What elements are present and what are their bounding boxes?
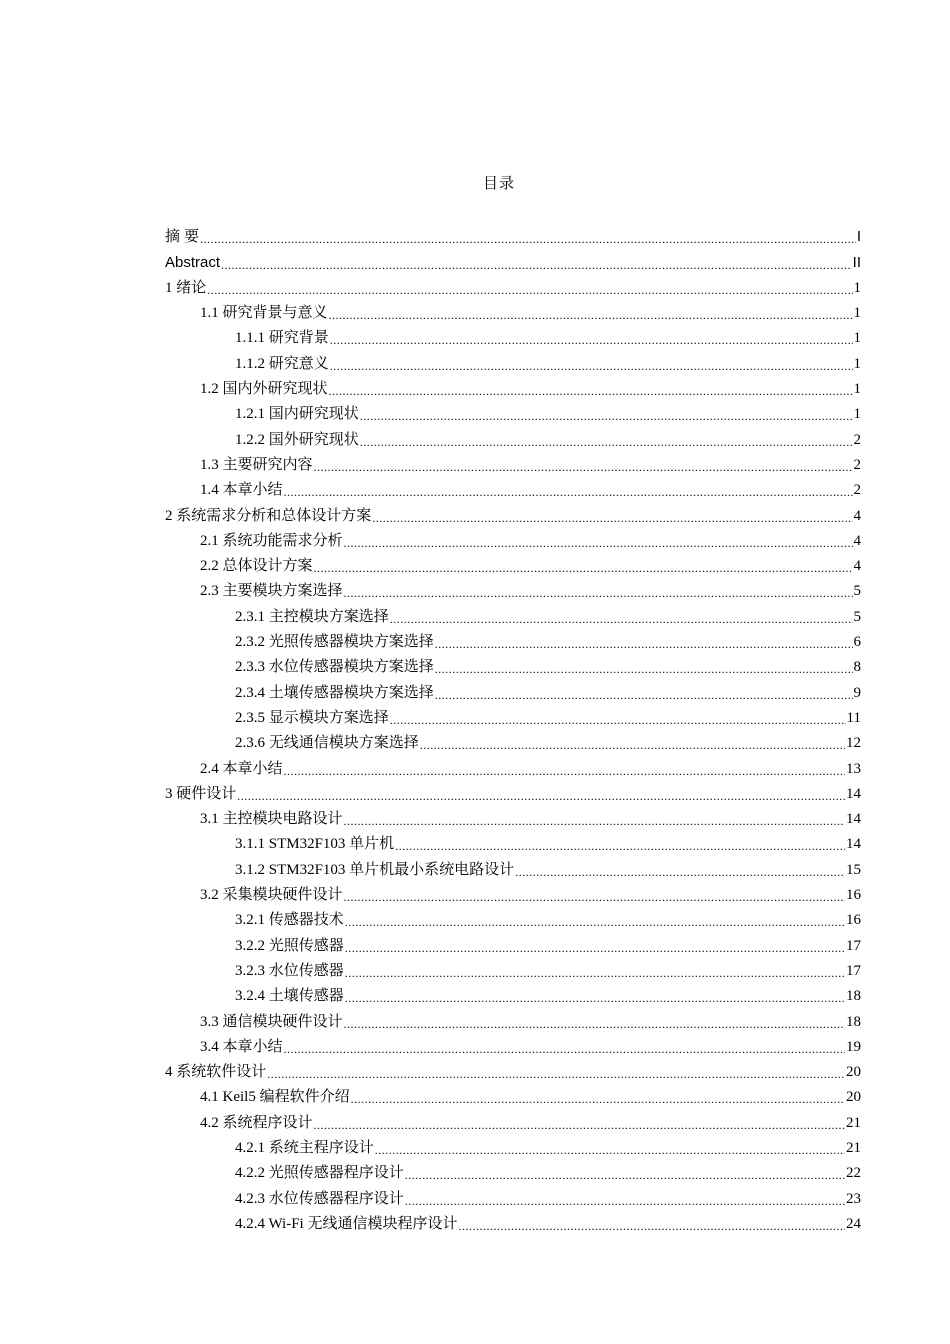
- toc-entry[interactable]: [165, 500, 861, 525]
- toc-entry[interactable]: [165, 298, 861, 323]
- toc-entry[interactable]: [165, 1133, 861, 1158]
- dot-leader: [435, 632, 853, 652]
- toc-entry-page-number: 14: [846, 811, 861, 828]
- toc-entry[interactable]: [165, 956, 861, 981]
- toc-entry[interactable]: [165, 374, 861, 399]
- toc-entry-label: 2.3.3 水位传感器模块方案选择: [235, 659, 434, 676]
- toc-entry[interactable]: [165, 703, 861, 728]
- toc-entry-label: 3.1.2 STM32F103 单片机最小系统电路设计: [235, 861, 515, 878]
- dot-leader: [344, 885, 845, 905]
- toc-entry-label: 2.3.1 主控模块方案选择: [235, 608, 389, 625]
- toc-entry-label: Abstract: [165, 253, 221, 271]
- toc-entry[interactable]: [165, 399, 861, 424]
- toc-entry[interactable]: [165, 652, 861, 677]
- toc-entry-page-number: 20: [846, 1064, 861, 1081]
- toc-entry-page-number: 22: [846, 1165, 861, 1182]
- toc-entry-label: 2.4 本章小结: [200, 760, 283, 777]
- toc-entry-page-number: 2: [853, 456, 861, 473]
- toc-entry-page-number: 1: [853, 406, 861, 423]
- toc-entry-page-number: 14: [846, 836, 861, 853]
- toc-entry-label: 2 系统需求分析和总体设计方案: [165, 507, 372, 524]
- toc-entry-page-number: 9: [853, 684, 861, 701]
- toc-entry-page-number: 8: [853, 659, 861, 676]
- toc-entry[interactable]: [165, 247, 861, 272]
- toc-entry[interactable]: [165, 1209, 861, 1234]
- dot-leader: [284, 759, 845, 779]
- toc-entry-page-number: 24: [846, 1215, 861, 1232]
- toc-entry-label: 1.1 研究背景与意义: [200, 305, 328, 322]
- toc-entry-page-number: 4: [853, 532, 861, 549]
- toc-entry-page-number: 18: [846, 1013, 861, 1030]
- toc-entry-page-number: 18: [846, 988, 861, 1005]
- toc-entry[interactable]: [165, 1006, 861, 1031]
- toc-entry-page-number: 16: [846, 912, 861, 929]
- dot-leader: [284, 1037, 845, 1057]
- toc-entry[interactable]: [165, 1032, 861, 1057]
- dot-leader: [330, 328, 853, 348]
- toc-entry-label: 2.3 主要模块方案选择: [200, 583, 343, 600]
- toc-entry[interactable]: [165, 981, 861, 1006]
- toc-entry[interactable]: [165, 526, 861, 551]
- toc-entry-label: 4.2.3 水位传感器程序设计: [235, 1190, 404, 1207]
- toc-entry-page-number: 5: [853, 583, 861, 600]
- dot-leader: [284, 480, 853, 500]
- toc-entry-page-number: 17: [846, 937, 861, 954]
- dot-leader: [372, 506, 852, 526]
- toc-entry-label: 3.2.4 土壤传感器: [235, 988, 344, 1005]
- toc-entry-page-number: 6: [853, 634, 861, 651]
- dot-leader: [351, 1087, 845, 1107]
- dot-leader: [360, 430, 853, 450]
- toc-entry[interactable]: [165, 880, 861, 905]
- toc-entry-page-number: 16: [846, 887, 861, 904]
- toc-entry-label: 4.2.2 光照传感器程序设计: [235, 1165, 404, 1182]
- toc-entry-label: 2.1 系统功能需求分析: [200, 532, 343, 549]
- table-of-contents: [165, 222, 861, 1234]
- dot-leader: [390, 607, 853, 627]
- dot-leader: [344, 1012, 845, 1032]
- toc-entry-label: 1.3 主要研究内容: [200, 456, 313, 473]
- toc-entry-page-number: 1: [853, 330, 861, 347]
- dot-leader: [330, 354, 853, 374]
- toc-entry[interactable]: [165, 551, 861, 576]
- toc-entry-label: 2.3.6 无线通信模块方案选择: [235, 735, 419, 752]
- toc-entry-page-number: 1: [853, 381, 861, 398]
- toc-entry-label: 3 硬件设计: [165, 785, 237, 802]
- toc-entry[interactable]: [165, 753, 861, 778]
- dot-leader: [314, 455, 853, 475]
- toc-entry[interactable]: [165, 627, 861, 652]
- toc-entry-label: 4.1 Keil5 编程软件介绍: [200, 1089, 350, 1106]
- toc-entry-page-number: II: [852, 253, 861, 271]
- toc-entry[interactable]: [165, 1158, 861, 1183]
- toc-entry-label: 3.3 通信模块硬件设计: [200, 1013, 343, 1030]
- dot-leader: [329, 303, 853, 323]
- dot-leader: [395, 834, 845, 854]
- toc-entry[interactable]: [165, 1082, 861, 1107]
- dot-leader: [405, 1189, 845, 1209]
- toc-entry[interactable]: [165, 677, 861, 702]
- toc-entry-page-number: 13: [846, 760, 861, 777]
- toc-entry[interactable]: [165, 601, 861, 626]
- toc-entry[interactable]: [165, 348, 861, 373]
- toc-entry[interactable]: [165, 323, 861, 348]
- toc-entry-label: 4.2 系统程序设计: [200, 1114, 313, 1131]
- toc-entry-label: 1.4 本章小结: [200, 482, 283, 499]
- toc-entry-page-number: I: [856, 228, 861, 246]
- dot-leader: [267, 1062, 845, 1082]
- toc-entry-page-number: 20: [846, 1089, 861, 1106]
- toc-entry-label: 3.1.1 STM32F103 单片机: [235, 836, 395, 853]
- dot-leader: [237, 784, 845, 804]
- dot-leader: [390, 708, 846, 728]
- toc-entry-label: 2.3.2 光照传感器模块方案选择: [235, 634, 434, 651]
- toc-entry[interactable]: [165, 779, 861, 804]
- dot-leader: [314, 1113, 845, 1133]
- toc-entry[interactable]: [165, 804, 861, 829]
- toc-entry-page-number: 12: [846, 735, 861, 752]
- toc-entry[interactable]: [165, 905, 861, 930]
- toc-entry-page-number: 23: [846, 1190, 861, 1207]
- toc-entry-label: 4 系统软件设计: [165, 1064, 267, 1081]
- toc-entry-label: 1.2.1 国内研究现状: [235, 406, 359, 423]
- toc-entry-label: 1 绪论: [165, 279, 207, 296]
- dot-leader: [221, 253, 852, 273]
- toc-entry[interactable]: [165, 1107, 861, 1132]
- toc-entry-label: 3.2 采集模块硬件设计: [200, 887, 343, 904]
- toc-entry-label: 3.1 主控模块电路设计: [200, 811, 343, 828]
- toc-title: 目录: [482, 176, 515, 192]
- toc-entry[interactable]: [165, 854, 861, 879]
- dot-leader: [515, 860, 845, 880]
- toc-entry-label: 1.2.2 国外研究现状: [235, 431, 359, 448]
- toc-entry[interactable]: [165, 424, 861, 449]
- toc-entry-label: 1.1.2 研究意义: [235, 355, 329, 372]
- toc-entry-label: 摘 要: [165, 228, 200, 246]
- dot-leader: [360, 404, 853, 424]
- dot-leader: [405, 1163, 845, 1183]
- toc-entry-page-number: 15: [846, 861, 861, 878]
- toc-entry-page-number: 2: [853, 482, 861, 499]
- toc-entry-page-number: 17: [846, 962, 861, 979]
- dot-leader: [345, 986, 845, 1006]
- toc-entry-page-number: 14: [846, 785, 861, 802]
- dot-leader: [200, 227, 856, 247]
- toc-entry-page-number: 21: [846, 1114, 861, 1131]
- toc-entry[interactable]: [165, 930, 861, 955]
- dot-leader: [375, 1138, 845, 1158]
- dot-leader: [314, 556, 853, 576]
- toc-entry-label: 3.2.3 水位传感器: [235, 962, 344, 979]
- toc-entry[interactable]: [165, 576, 861, 601]
- toc-entry-label: 1.1.1 研究背景: [235, 330, 329, 347]
- dot-leader: [345, 910, 845, 930]
- toc-entry-label: 2.3.4 土壤传感器模块方案选择: [235, 684, 434, 701]
- toc-entry-page-number: 11: [846, 709, 861, 726]
- toc-entry[interactable]: [165, 273, 861, 298]
- dot-leader: [435, 683, 853, 703]
- toc-entry[interactable]: [165, 1057, 861, 1082]
- toc-entry[interactable]: [165, 829, 861, 854]
- dot-leader: [458, 1214, 845, 1234]
- dot-leader: [344, 581, 853, 601]
- toc-entry[interactable]: [165, 222, 861, 247]
- toc-entry-label: 2.3.5 显示模块方案选择: [235, 709, 389, 726]
- toc-entry-page-number: 4: [853, 507, 861, 524]
- dot-leader: [329, 379, 853, 399]
- toc-entry-page-number: 1: [853, 279, 861, 296]
- toc-entry-label: 4.2.4 Wi-Fi 无线通信模块程序设计: [235, 1215, 458, 1232]
- toc-entry[interactable]: [165, 475, 861, 500]
- dot-leader: [345, 936, 845, 956]
- dot-leader: [345, 961, 845, 981]
- toc-entry-page-number: 5: [853, 608, 861, 625]
- dot-leader: [344, 809, 845, 829]
- dot-leader: [435, 657, 853, 677]
- dot-leader: [207, 278, 852, 298]
- toc-entry-page-number: 21: [846, 1139, 861, 1156]
- toc-entry-label: 2.2 总体设计方案: [200, 558, 313, 575]
- toc-entry[interactable]: [165, 728, 861, 753]
- toc-entry-label: 3.2.1 传感器技术: [235, 912, 344, 929]
- toc-entry-page-number: 2: [853, 431, 861, 448]
- dot-leader: [420, 733, 845, 753]
- toc-entry-label: 3.2.2 光照传感器: [235, 937, 344, 954]
- toc-entry-page-number: 1: [853, 355, 861, 372]
- toc-entry-page-number: 1: [853, 305, 861, 322]
- dot-leader: [344, 531, 853, 551]
- toc-entry-label: 1.2 国内外研究现状: [200, 381, 328, 398]
- toc-entry-label: 4.2.1 系统主程序设计: [235, 1139, 374, 1156]
- toc-entry-label: 3.4 本章小结: [200, 1038, 283, 1055]
- toc-entry[interactable]: [165, 1183, 861, 1208]
- toc-entry-page-number: 19: [846, 1038, 861, 1055]
- toc-entry[interactable]: [165, 450, 861, 475]
- toc-entry-page-number: 4: [853, 558, 861, 575]
